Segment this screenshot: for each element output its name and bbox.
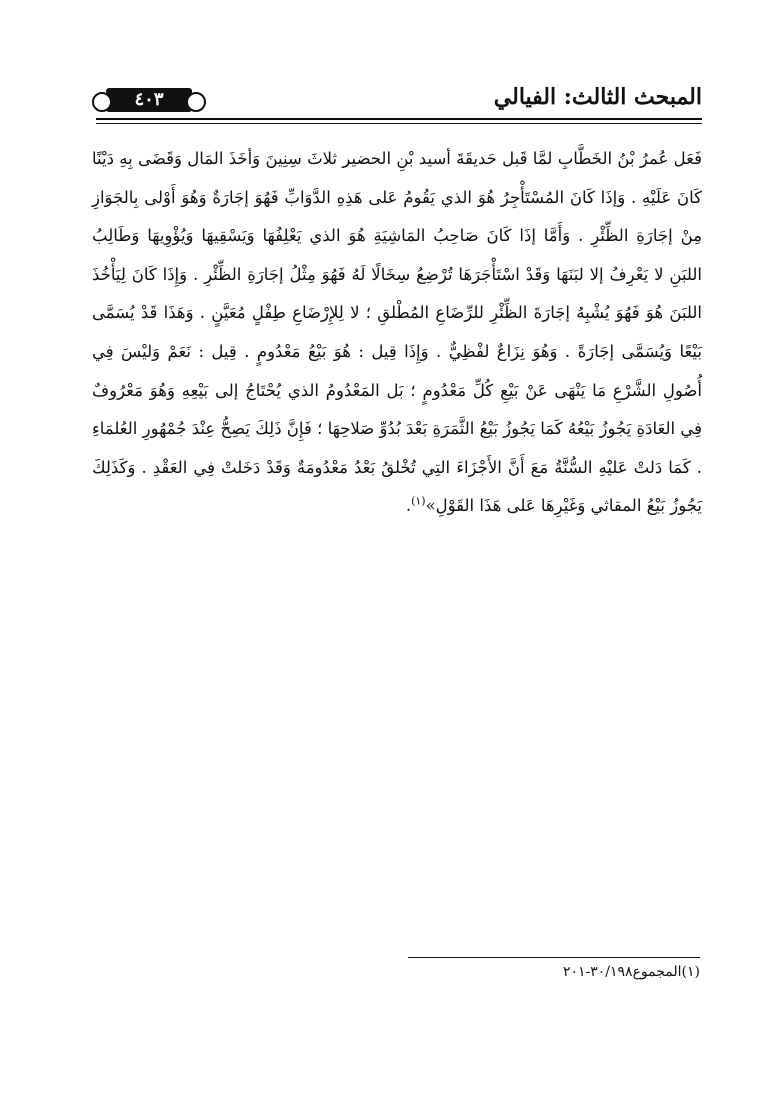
footnote-divider <box>408 957 700 958</box>
footnote-marker: (١) <box>411 494 426 508</box>
paragraph <box>92 140 702 526</box>
main-text <box>92 140 702 526</box>
paragraph-text: فَعَل عُمرُ بْنُ الخَطَّابِ لمَّا قَبل حَديقَةَ أسيد بْنِ الحضير ثلاثَ سِنِينَ وَأخَذَ المَال وَقَضَى بِهِ دَيْنًا كَانَ عَلَيْهِ . وَإذَا كَانَ المُسْتَأْجِرُ هُوَ الذي يَقُومُ عَلى هَذِهِ الدَّوَابِّ فَهُوَ إجَارَةٌ وَهُوَ أَوْلى بِالجَوَازِ مِنْ إجَارَةِ الظِّئْرِ . وَأَمَّا إذَا كَانَ صَاحِبُ المَاشِيَةِ هُوَ الذي يَعْلِفُهَا وَيَسْقِيهَا وَيُؤْوِيهَا وَطَالِبُ اللبَنِ لا يَعْرِفُ إلا لبَنَهَا وَقَدْ اسْتَأْجَرَهَا تُرْضِعُ سِخَالًا لَهُ فَهُوَ مِثْلُ إجَارَةِ الظِّئْرِ . وَإِذَا كَانَ لِيَأْخُذَ اللبَنَ هُوَ فَهُوَ يُشْبِهُ إجَارَةَ الظِّئْرِ للرِّضَاعِ المُطْلقِ ؛ لا لِلإِرْضَاعِ طِفْلٍ مُعَيَّنٍ . وَهَذَا قَدْ يُسَمَّى بَيْعًا وَيُسَمَّى إجَارَةً . وَهُوَ نِزَاعٌ لفْظِيٌّ . وَإِذَا قِيل : هُوَ بَيْعُ مَعْدُومٍ . قِيل : نَعَمْ وَليْسَ فِي أُصُولِ الشَّرْعِ مَا يَنْهَى عَنْ بَيْعِ كُلِّ مَعْدُومٍ ؛ بَل المَعْدُومُ الذي يُحْتَاجُ إلى بَيْعِهِ وَهُوَ مَعْرُوفٌ فِي العَادَةِ يَجُوزُ بَيْعُهُ كَمَا يَجُوزُ بَيْعُ الثَّمَرَةِ بَعْدَ بُدُوِّ صَلاحِهَا ؛ فَإِنَّ ذَلِكَ يَصِحُّ عِنْدَ جُمْهُورِ العُلمَاءِ . كَمَا دَلتْ عَليْهِ السُّنَّةُ مَعَ أَنَّ الأَجْزَاءَ التِي تُخْلقُ بَعْدُ مَعْدُومَةٌ وَقَدْ دَخَلتْ فِي العَقْدِ . وَكَذَلِكَ يَجُوزُ بَيْعُ المقاثي وَغَيْرِهَا عَلى هَذَا القَوْلِ» <box>92 149 702 516</box>
footnote: (١)المجموع٣٠/١٩٨-٢٠١ <box>562 964 700 980</box>
page-number-badge: ٤٠٣ <box>106 88 192 112</box>
running-title: المبحث الثالث: الفيالي <box>493 84 702 110</box>
header-rule <box>96 118 702 120</box>
page-header <box>96 82 702 124</box>
header-rule-thin <box>96 123 702 124</box>
paragraph-end: . <box>405 496 412 516</box>
